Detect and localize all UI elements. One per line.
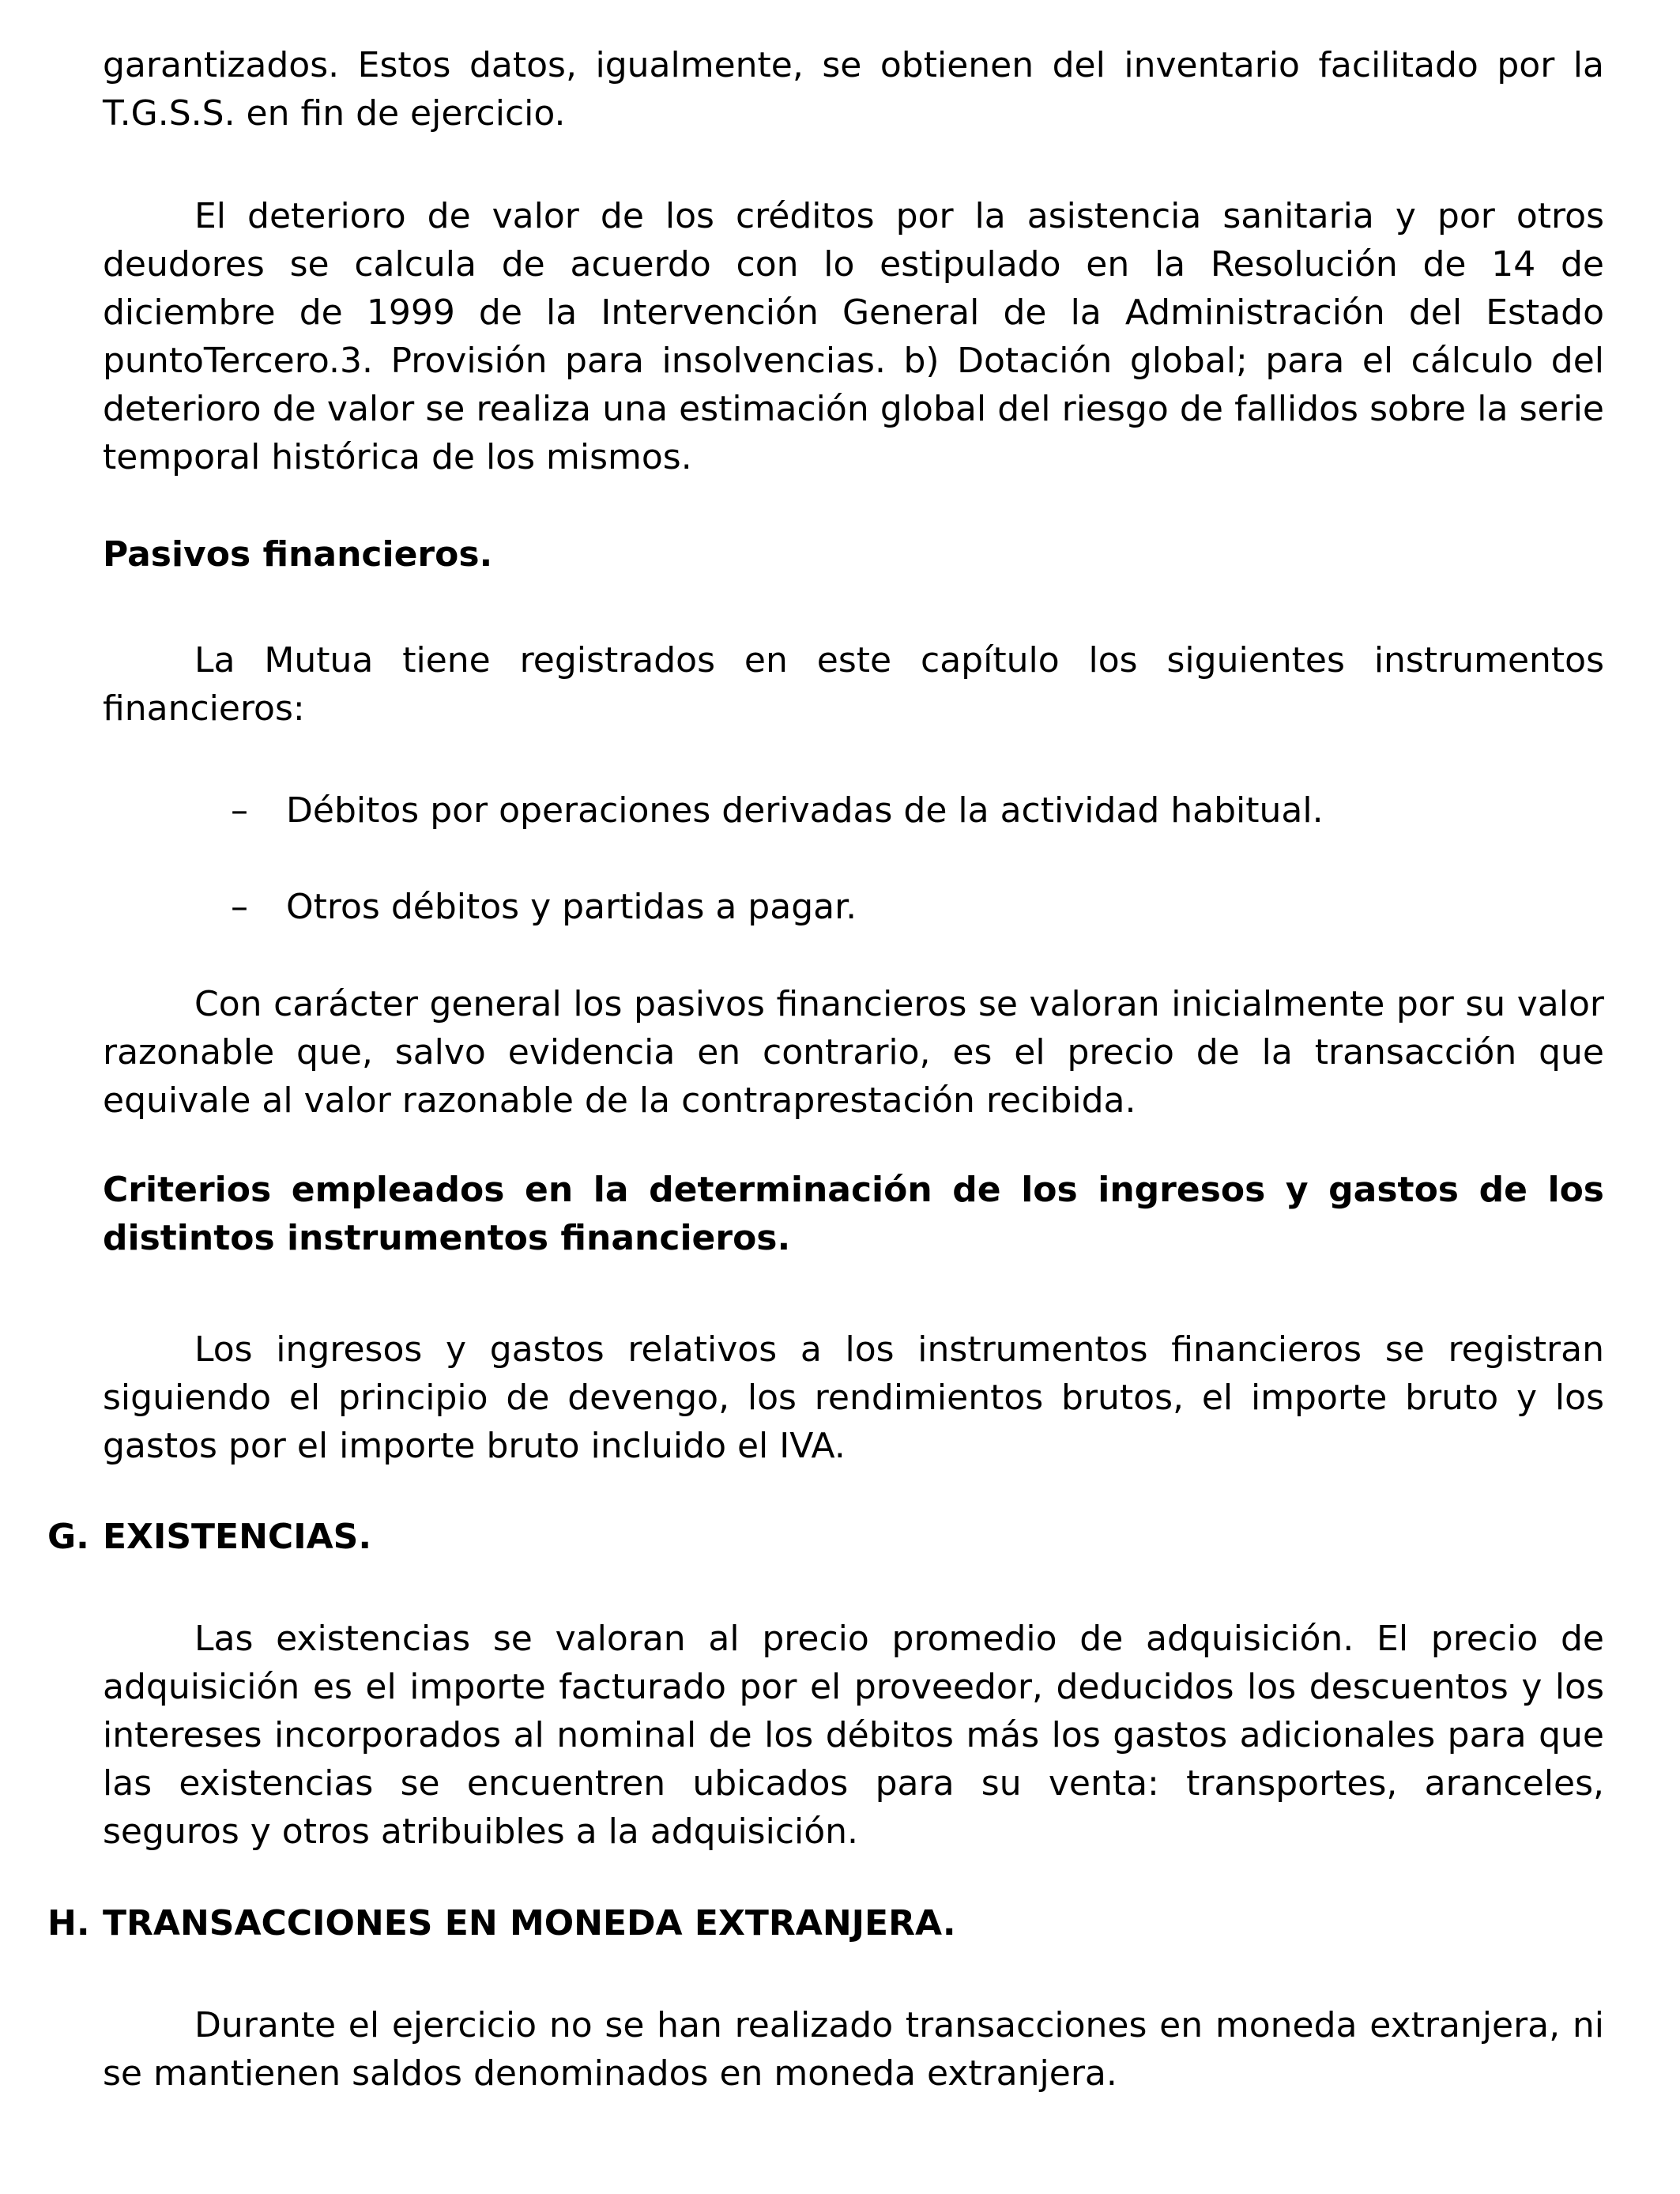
bullet-item-text: Débitos por operaciones derivadas de la actividad habitual. bbox=[286, 790, 1324, 831]
paragraph-credit-impairment: El deterioro de valor de los créditos por la asistencia sanitaria y por otros deudores se calcula de acuerdo con lo estipulado en la Resolución de 14 de diciembre de 1999 de la Intervención General de la Administración del Estado puntoTercero.3. Provisión para insolvencias. b) Dotación global; para el cálculo del deterioro de valor se realiza una estimación global del riesgo de fallidos sobre la serie temporal histórica de los mismos. bbox=[103, 196, 1604, 477]
section-title: EXISTENCIAS. bbox=[103, 1517, 372, 1557]
paragraph-income-expense: Los ingresos y gastos relativos a los instrumentos financieros se registran siguiendo el principio de devengo, los rendimientos brutos, el importe bruto y los gastos por el importe bruto incluido el IVA. bbox=[103, 1329, 1604, 1466]
paragraph-liabilities-instruments: La Mutua tiene registrados en este capítulo los siguientes instrumentos financieros: bbox=[103, 640, 1604, 729]
bullet-dash: – bbox=[231, 887, 248, 927]
paragraph-liabilities-valuation: Con carácter general los pasivos financieros se valoran inicialmente por su valor razonable que, salvo evidencia en contrario, es el precio de la transacción que equivale al valor razonable de la contraprestación recibida. bbox=[103, 984, 1604, 1121]
section-title: TRANSACCIONES EN MONEDA EXTRANJERA. bbox=[103, 1903, 956, 1943]
section-letter: G. bbox=[47, 1517, 89, 1557]
paragraph-inventories: Las existencias se valoran al precio promedio de adquisición. El precio de adquisición es el importe facturado por el proveedor, deducidos los descuentos y los intereses incorporados al nominal de los débitos más los gastos adicionales para que las existencias se encuentren ubicados para su venta: transportes, aranceles, seguros y otros atribuibles a la adquisición. bbox=[103, 1619, 1604, 1852]
paragraph-foreign-currency: Durante el ejercicio no se han realizado transacciones en moneda extranjera, ni se mantienen saldos denominados en moneda extranjera. bbox=[103, 2005, 1604, 2094]
subheading-financial-liabilities: Pasivos financieros. bbox=[103, 534, 493, 575]
bullet-item bbox=[231, 883, 857, 931]
section-heading-g bbox=[47, 1513, 371, 1561]
paragraph-inventory-data: garantizados. Estos datos, igualmente, se obtienen del inventario facilitado por la T.G.S.S. en fin de ejercicio. bbox=[103, 45, 1604, 134]
subheading-income-expense-criteria: Criterios empleados en la determinación de los ingresos y gastos de los distintos instrumentos financieros. bbox=[103, 1170, 1604, 1258]
bullet-item bbox=[231, 786, 1324, 835]
bullet-dash: – bbox=[231, 790, 248, 831]
bullet-item-text: Otros débitos y partidas a pagar. bbox=[286, 887, 857, 927]
section-heading-h bbox=[47, 1899, 956, 1947]
section-letter: H. bbox=[47, 1903, 90, 1943]
